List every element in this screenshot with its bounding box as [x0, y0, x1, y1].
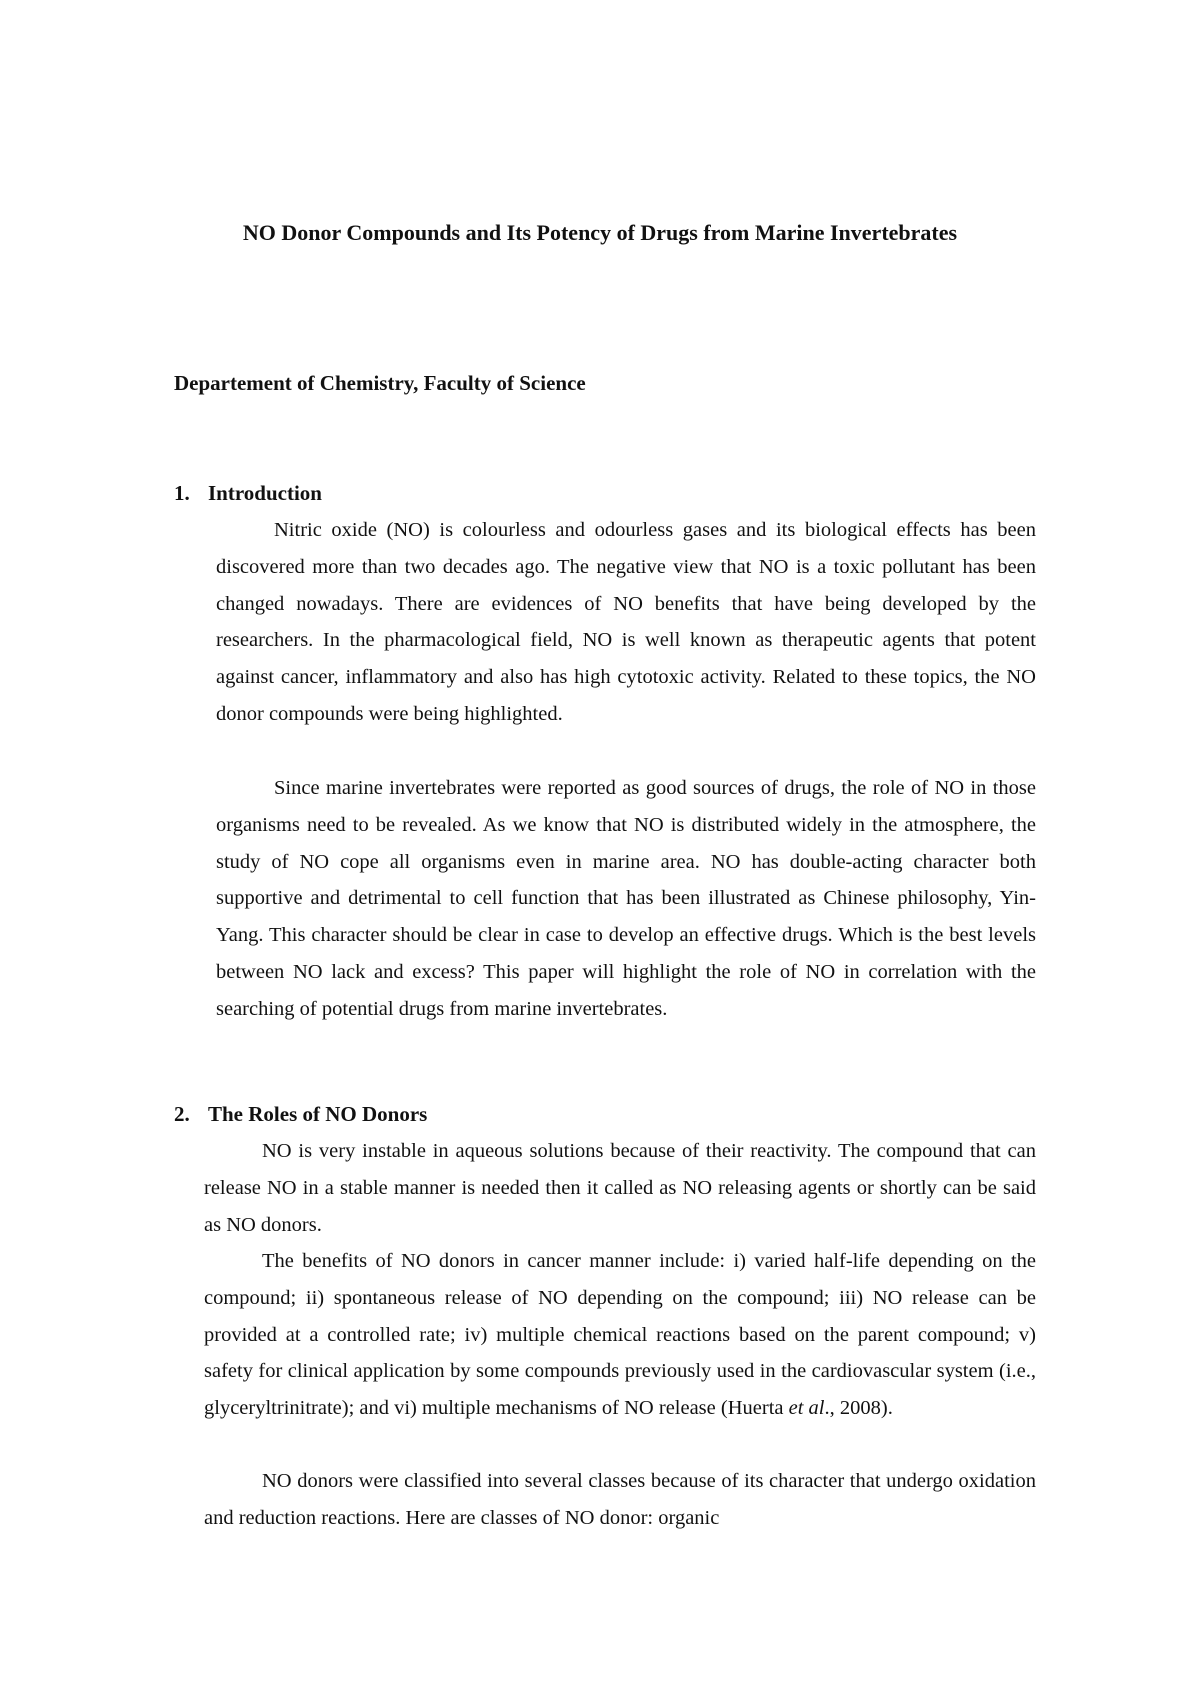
- paragraph-text: The benefits of NO donors in cancer manner include: i) varied half-life depending on the compound; ii) spontaneous release of NO depending on the compound; iii) NO release can be provided at a controlled rate; iv) multiple chemical reactions based on the parent compound; v) safety for clinical application by some compounds previously used in the cardiovascular system (i.e., glyceryltrinitrate); and vi) multiple mechanisms of NO release (Huerta: [204, 1250, 1036, 1420]
- paragraph: [204, 1243, 1036, 1427]
- section-heading-roles-of-no-donors: [174, 1099, 427, 1129]
- section-title: The Roles of NO Donors: [208, 1102, 428, 1126]
- paragraph: Since marine invertebrates were reported as good sources of drugs, the role of NO in those organisms need to be revealed. As we know that NO is distributed widely in the atmosphere, the study of NO cope all organisms even in marine area. NO has double-acting character both supportive and detrimental to cell function that has been illustrated as Chinese philosophy, Yin-Yang. This character should be clear in case to develop an effective drugs. Which is the best levels between NO lack and excess? This paper will highlight the role of NO in correlation with the searching of potential drugs from marine invertebrates.: [216, 777, 1036, 1020]
- affiliation: Departement of Chemistry, Faculty of Science: [174, 371, 586, 395]
- document-title: NO Donor Compounds and Its Potency of Drugs from Marine Invertebrates: [242, 220, 958, 245]
- citation-et-al: et al: [788, 1397, 825, 1420]
- section-title: Introduction: [208, 481, 322, 505]
- paragraph: Nitric oxide (NO) is colourless and odourless gases and its biological effects has been discovered more than two decades ago. The negative view that NO is a toxic pollutant has been changed nowadays. There are evidences of NO benefits that have being developed by the researchers. In the pharmacological field, NO is well known as therapeutic agents that potent against cancer, inflammatory and also has high cytotoxic activity. Related to these topics, the NO donor compounds were being highlighted.: [216, 519, 1036, 725]
- section-number: 2.: [174, 1102, 190, 1126]
- section-heading-introduction: [174, 478, 322, 508]
- paragraph-text: ., 2008).: [824, 1397, 893, 1420]
- paragraph: NO donors were classified into several classes because of its character that undergo oxidation and reduction reactions. Here are classes of NO donor: organic: [204, 1470, 1036, 1529]
- paragraph: NO is very instable in aqueous solutions because of their reactivity. The compound that can release NO in a stable manner is needed then it called as NO releasing agents or shortly can be said as NO donors.: [204, 1140, 1036, 1236]
- section-number: 1.: [174, 481, 190, 505]
